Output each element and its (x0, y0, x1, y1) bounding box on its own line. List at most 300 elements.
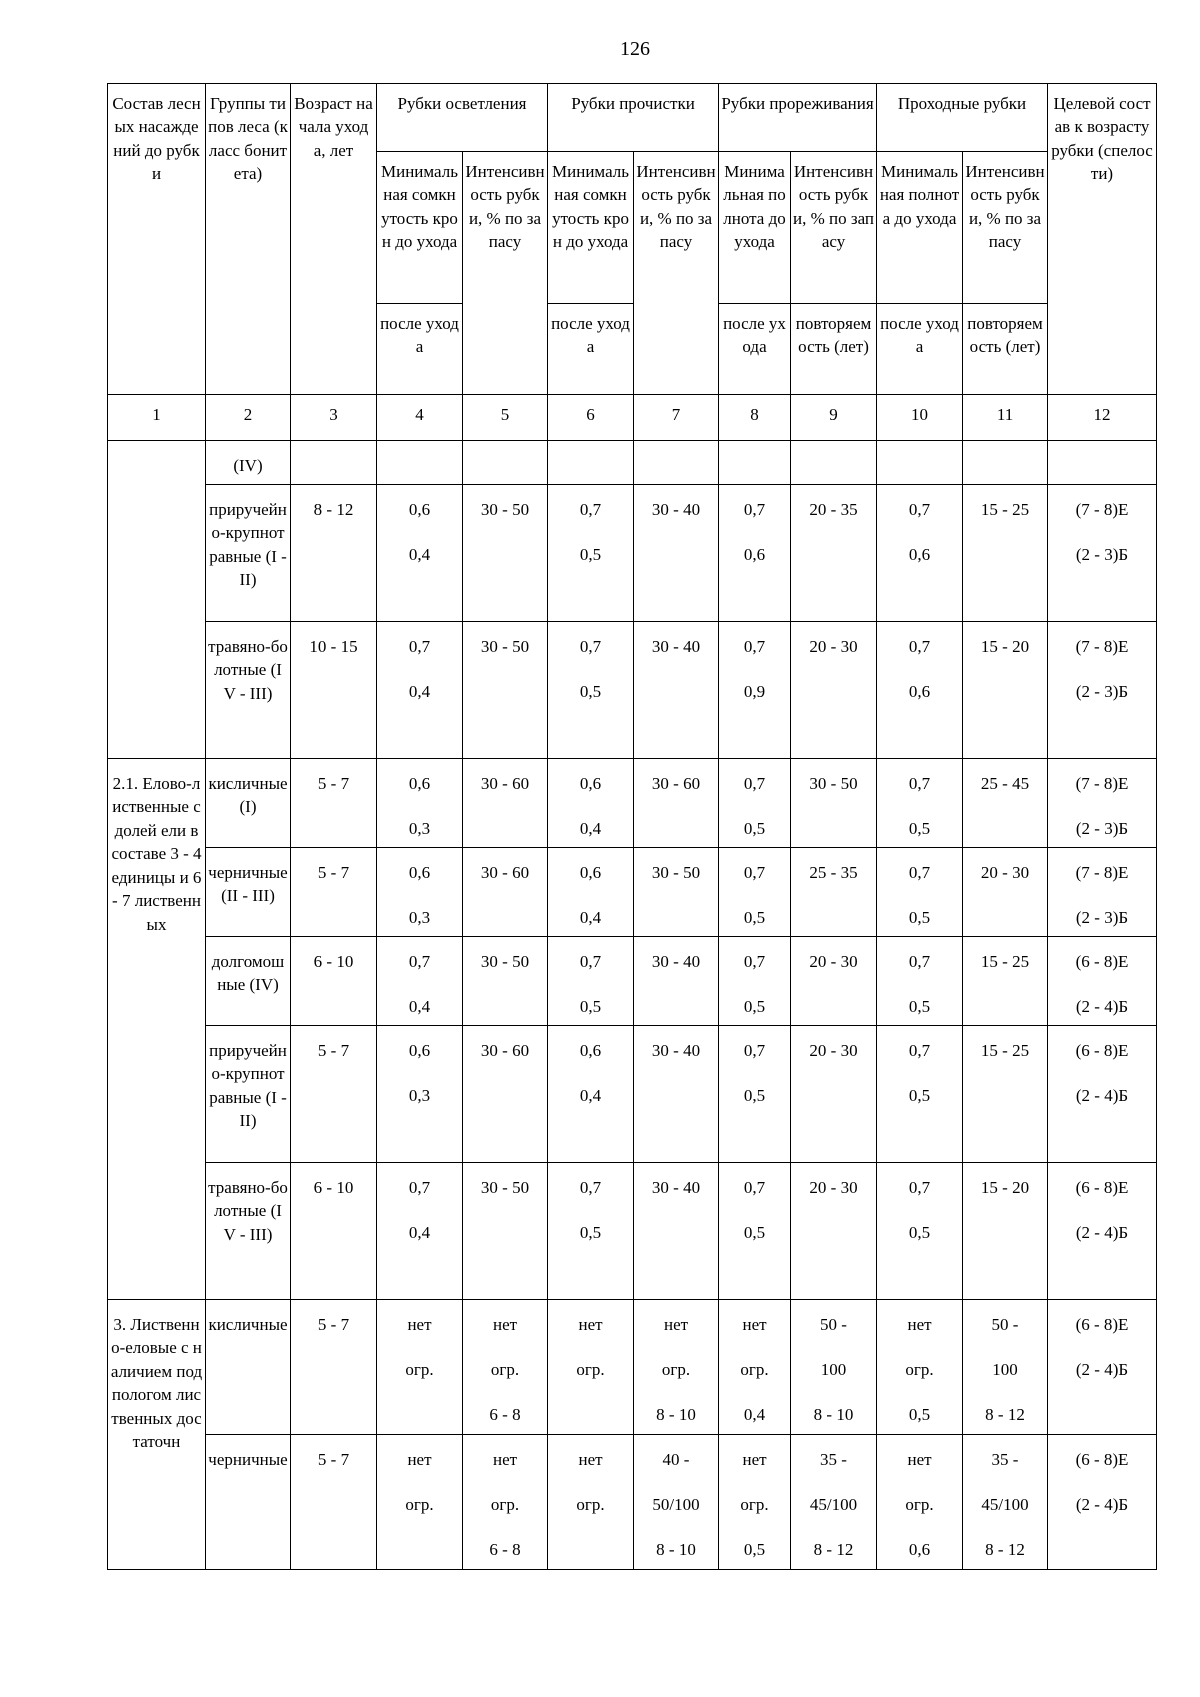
cell-value-line: нет (492, 1450, 518, 1469)
header-composition: Состав лесных насаждений до рубки (108, 84, 206, 395)
start-age-cell: 8 - 12 (291, 485, 377, 622)
column-number-row (108, 395, 1157, 441)
thinning-norms-table (107, 83, 1157, 1570)
cell-value-line: огр. (740, 1360, 769, 1379)
value-cell-c9 (791, 485, 877, 622)
stand-composition-cell (108, 441, 206, 759)
cell-value-line: 0,6 (408, 500, 431, 519)
cell-value-line: 0,6 (908, 545, 931, 564)
cell-value-line: огр. (405, 1495, 434, 1514)
header-group-prochistka: Рубки прочистки (548, 84, 719, 152)
value-cell-c4 (377, 622, 463, 759)
cell-value-line: 0,6 (408, 1041, 431, 1060)
column-number: 12 (1048, 395, 1157, 441)
cell-value-line: (6 - 8)Е (1075, 1041, 1129, 1060)
header-group-osvetlenie: Рубки осветления (377, 84, 548, 152)
cell-value-line: нет (907, 1315, 932, 1334)
value-cell-c4 (377, 848, 463, 937)
cell-value-line: (2 - 4)Б (1075, 1223, 1129, 1242)
value-cell-c8 (719, 1300, 791, 1435)
cell-value-line: 30 - 60 (480, 774, 530, 793)
cell-value-line: 0,7 (579, 500, 602, 519)
cell-value-line: 35 - (820, 1450, 847, 1469)
column-number: 9 (791, 395, 877, 441)
cell-value-line: 0,6 (579, 774, 602, 793)
value-cell-c7 (634, 441, 719, 485)
value-cell-c4 (377, 485, 463, 622)
value-cell-c10 (877, 759, 963, 848)
forest-type-cell: приручейно-крупнотравные (I - II) (206, 1026, 291, 1163)
value-cell-c9 (791, 441, 877, 485)
cell-value-line: 0,5 (579, 997, 602, 1016)
cell-value-line: 0,6 (743, 545, 766, 564)
cell-value-line: 15 - 20 (980, 637, 1030, 656)
cell-value-line: 0,4 (408, 997, 431, 1016)
start-age-cell: 5 - 7 (291, 848, 377, 937)
value-cell-c6 (548, 1435, 634, 1570)
cell-value-line: 30 - 50 (809, 774, 858, 793)
cell-value-line: 0,7 (408, 1178, 431, 1197)
value-cell-c5 (463, 485, 548, 622)
cell-value-line: 0,5 (908, 997, 931, 1016)
cell-value-line: 0,4 (743, 1405, 766, 1424)
cell-value-line: 0,6 (579, 863, 602, 882)
value-cell-c6 (548, 848, 634, 937)
value-cell-c12 (1048, 1435, 1157, 1570)
cell-value-line: огр. (905, 1360, 934, 1379)
start-age-cell: 6 - 10 (291, 937, 377, 1026)
cell-value-line: 8 - 12 (985, 1405, 1025, 1424)
header-intensity: Интенсивность рубки, % по запасу (963, 152, 1048, 304)
header-intensity: Интенсивность рубки, % по запасу (634, 152, 719, 395)
cell-value-line: нет (578, 1450, 603, 1469)
header-forest-type-group: Группы типов леса (класс бонитета) (206, 84, 291, 395)
value-cell-c8 (719, 848, 791, 937)
cell-value-line: 0,7 (908, 774, 931, 793)
cell-value-line: 0,5 (908, 1086, 931, 1105)
cell-value-line: огр. (576, 1495, 605, 1514)
cell-value-line: (7 - 8)Е (1075, 774, 1129, 793)
value-cell-c4 (377, 1026, 463, 1163)
header-group-prorezhivanie: Рубки прореживания (719, 84, 877, 152)
value-cell-c5 (463, 759, 548, 848)
value-cell-c12 (1048, 759, 1157, 848)
value-cell-c7 (634, 622, 719, 759)
cell-value-line: 0,5 (743, 1223, 766, 1242)
cell-value-line: 0,5 (908, 819, 931, 838)
cell-value-line: 0,7 (908, 952, 931, 971)
cell-value-line: 50 - (820, 1315, 847, 1334)
value-cell-c10 (877, 1435, 963, 1570)
cell-value-line: 100 (820, 1360, 847, 1379)
cell-value-line: 0,7 (908, 863, 931, 882)
header-repeat-interval: повторяемость (лет) (791, 304, 877, 395)
cell-value-line: 0,6 (908, 1540, 931, 1559)
table-row (108, 937, 1157, 1026)
value-cell-c7 (634, 485, 719, 622)
value-cell-c4 (377, 759, 463, 848)
value-cell-c8 (719, 441, 791, 485)
page-number: 126 (620, 38, 650, 60)
column-number: 7 (634, 395, 719, 441)
value-cell-c9 (791, 1435, 877, 1570)
forest-type-cell: (IV) (206, 441, 291, 485)
value-cell-c5 (463, 1163, 548, 1300)
cell-value-line: огр. (576, 1360, 605, 1379)
cell-value-line: 0,4 (579, 819, 602, 838)
cell-value-line: 30 - 40 (651, 952, 701, 971)
value-cell-c10 (877, 1300, 963, 1435)
table-row (108, 1300, 1157, 1435)
value-cell-c11 (963, 759, 1048, 848)
table-body (108, 441, 1157, 1570)
cell-value-line: нет (578, 1315, 603, 1334)
start-age-cell: 5 - 7 (291, 1026, 377, 1163)
cell-value-line: 0,5 (579, 1223, 602, 1242)
header-intensity: Интенсивность рубки, % по запасу (791, 152, 877, 304)
value-cell-c7 (634, 1163, 719, 1300)
cell-value-line: 6 - 8 (489, 1540, 521, 1559)
start-age-cell (291, 441, 377, 485)
value-cell-c10 (877, 937, 963, 1026)
header-group-prohodnye: Проходные рубки (877, 84, 1048, 152)
value-cell-c4 (377, 937, 463, 1026)
table-row (108, 1163, 1157, 1300)
cell-value-line: 0,5 (743, 1540, 766, 1559)
value-cell-c8 (719, 1435, 791, 1570)
cell-value-line: 30 - 40 (651, 1178, 701, 1197)
cell-value-line: 0,3 (408, 819, 431, 838)
cell-value-line: 45/100 (981, 1495, 1029, 1514)
column-number: 8 (719, 395, 791, 441)
column-number: 10 (877, 395, 963, 441)
header-min-canopy-closure: Минимальная сомкнутость крон до ухода (377, 152, 463, 304)
value-cell-c7 (634, 759, 719, 848)
value-cell-c5 (463, 1026, 548, 1163)
cell-value-line: 0,5 (908, 1405, 931, 1424)
cell-value-line: (6 - 8)Е (1075, 1315, 1129, 1334)
start-age-cell: 5 - 7 (291, 1300, 377, 1435)
header-min-density: Минимальная полнота до ухода (877, 152, 963, 304)
header-intensity: Интенсивность рубки, % по запасу (463, 152, 548, 395)
cell-value-line: 0,7 (743, 1178, 766, 1197)
start-age-cell: 10 - 15 (291, 622, 377, 759)
cell-value-line: (2 - 3)Б (1075, 908, 1129, 927)
start-age-cell: 5 - 7 (291, 1435, 377, 1570)
column-number: 4 (377, 395, 463, 441)
cell-value-line: 15 - 25 (980, 952, 1030, 971)
cell-value-line: 0,6 (408, 863, 431, 882)
value-cell-c11 (963, 1435, 1048, 1570)
header-after-care: после ухода (377, 304, 463, 395)
value-cell-c12 (1048, 441, 1157, 485)
value-cell-c7 (634, 1026, 719, 1163)
cell-value-line: 0,5 (743, 908, 766, 927)
value-cell-c7 (634, 1435, 719, 1570)
value-cell-c10 (877, 1163, 963, 1300)
cell-value-line: 15 - 25 (980, 1041, 1030, 1060)
cell-value-line: (7 - 8)Е (1075, 637, 1129, 656)
header-min-density: Минимальная полнота до ухода (719, 152, 791, 304)
cell-value-line: (2 - 4)Б (1075, 1360, 1129, 1379)
cell-value-line: 0,4 (579, 1086, 602, 1105)
cell-value-line: 0,4 (408, 545, 431, 564)
value-cell-c4 (377, 1435, 463, 1570)
table-row (108, 622, 1157, 759)
start-age-cell: 6 - 10 (291, 1163, 377, 1300)
cell-value-line: 8 - 10 (656, 1540, 696, 1559)
cell-value-line: 0,7 (579, 637, 602, 656)
cell-value-line: 50 - (991, 1315, 1019, 1334)
forest-type-cell: долгомошные (IV) (206, 937, 291, 1026)
value-cell-c5 (463, 1300, 548, 1435)
cell-value-line: 0,4 (579, 908, 602, 927)
cell-value-line: 20 - 30 (809, 952, 858, 971)
header-after-care: после ухода (877, 304, 963, 395)
cell-value-line: 0,5 (908, 908, 931, 927)
cell-value-line: (2 - 4)Б (1075, 997, 1129, 1016)
cell-value-line: 20 - 35 (809, 500, 858, 519)
cell-value-line: 8 - 12 (985, 1540, 1025, 1559)
cell-value-line: (2 - 4)Б (1075, 1086, 1129, 1105)
cell-value-line: 0,7 (743, 500, 766, 519)
cell-value-line: 0,6 (579, 1041, 602, 1060)
cell-value-line: 0,3 (408, 1086, 431, 1105)
cell-value-line: огр. (490, 1360, 520, 1379)
cell-value-line: нет (407, 1450, 432, 1469)
cell-value-line: 35 - (991, 1450, 1019, 1469)
cell-value-line: 30 - 60 (651, 774, 701, 793)
cell-value-line: 30 - 60 (480, 863, 530, 882)
cell-value-line: (2 - 4)Б (1075, 1495, 1129, 1514)
table-row (108, 441, 1157, 485)
table-row (108, 1435, 1157, 1570)
table-row (108, 848, 1157, 937)
value-cell-c6 (548, 622, 634, 759)
cell-value-line: 20 - 30 (809, 1178, 858, 1197)
forest-type-cell: травяно-болотные (IV - III) (206, 622, 291, 759)
cell-value-line: 15 - 20 (980, 1178, 1030, 1197)
forest-type-cell: травяно-болотные (IV - III) (206, 1163, 291, 1300)
table-row (108, 485, 1157, 622)
value-cell-c11 (963, 485, 1048, 622)
value-cell-c11 (963, 622, 1048, 759)
header-target-composition: Целевой состав к возрасту рубки (спелости) (1048, 84, 1157, 395)
cell-value-line: 0,5 (743, 1086, 766, 1105)
value-cell-c12 (1048, 1026, 1157, 1163)
cell-value-line: огр. (405, 1360, 434, 1379)
cell-value-line: нет (663, 1315, 689, 1334)
cell-value-line: 100 (992, 1360, 1018, 1379)
value-cell-c4 (377, 1300, 463, 1435)
cell-value-line: 20 - 30 (809, 637, 858, 656)
value-cell-c7 (634, 937, 719, 1026)
table-row (108, 759, 1157, 848)
value-cell-c9 (791, 1300, 877, 1435)
cell-value-line: 0,7 (908, 1041, 931, 1060)
column-number: 1 (108, 395, 206, 441)
value-cell-c6 (548, 1163, 634, 1300)
cell-value-line: 0,7 (408, 637, 431, 656)
cell-value-line: 30 - 50 (480, 500, 530, 519)
column-number: 2 (206, 395, 291, 441)
forest-type-cell: приручейно-крупнотравные (I - II) (206, 485, 291, 622)
cell-value-line: 30 - 50 (480, 637, 530, 656)
value-cell-c10 (877, 622, 963, 759)
cell-value-line: 0,3 (408, 908, 431, 927)
start-age-cell: 5 - 7 (291, 759, 377, 848)
forest-type-cell: кисличные (206, 1300, 291, 1435)
header-repeat-interval: повторяемость (лет) (963, 304, 1048, 395)
value-cell-c5 (463, 848, 548, 937)
cell-value-line: 25 - 45 (980, 774, 1030, 793)
cell-value-line: 8 - 10 (813, 1405, 854, 1424)
value-cell-c4 (377, 441, 463, 485)
value-cell-c10 (877, 848, 963, 937)
value-cell-c6 (548, 1300, 634, 1435)
cell-value-line: (6 - 8)Е (1075, 1450, 1129, 1469)
cell-value-line: 0,5 (579, 682, 602, 701)
value-cell-c10 (877, 441, 963, 485)
value-cell-c8 (719, 622, 791, 759)
value-cell-c7 (634, 1300, 719, 1435)
cell-value-line: 0,6 (408, 774, 431, 793)
cell-value-line: 0,7 (743, 637, 766, 656)
column-number: 5 (463, 395, 548, 441)
cell-value-line: 6 - 8 (489, 1405, 521, 1424)
cell-value-line: 0,7 (908, 637, 931, 656)
value-cell-c6 (548, 759, 634, 848)
column-number: 3 (291, 395, 377, 441)
value-cell-c12 (1048, 848, 1157, 937)
cell-value-line: огр. (740, 1495, 769, 1514)
value-cell-c9 (791, 622, 877, 759)
cell-value-line: 0,7 (743, 774, 766, 793)
value-cell-c11 (963, 1300, 1048, 1435)
cell-value-line: 0,4 (408, 682, 431, 701)
value-cell-c9 (791, 759, 877, 848)
cell-value-line: (7 - 8)Е (1075, 863, 1129, 882)
cell-value-line: 0,5 (579, 545, 602, 564)
cell-value-line: 0,9 (743, 682, 766, 701)
cell-value-line: (6 - 8)Е (1075, 952, 1129, 971)
value-cell-c12 (1048, 937, 1157, 1026)
header-after-care: после ухода (548, 304, 634, 395)
value-cell-c9 (791, 1026, 877, 1163)
cell-value-line: 0,7 (579, 952, 602, 971)
value-cell-c9 (791, 848, 877, 937)
cell-value-line: 0,5 (743, 997, 766, 1016)
value-cell-c6 (548, 485, 634, 622)
cell-value-line: 0,7 (408, 952, 431, 971)
value-cell-c11 (963, 1163, 1048, 1300)
cell-value-line: 20 - 30 (980, 863, 1030, 882)
cell-value-line: 30 - 40 (651, 637, 701, 656)
value-cell-c5 (463, 937, 548, 1026)
header-start-age: Возраст начала ухода, лет (291, 84, 377, 395)
stand-composition-cell: 2.1. Елово-лиственные с долей ели в составе 3 - 4 единицы и 6 - 7 лиственных (108, 759, 206, 1300)
column-number: 6 (548, 395, 634, 441)
cell-value-line: (6 - 8)Е (1075, 1178, 1129, 1197)
cell-value-line: 50/100 (652, 1495, 700, 1514)
cell-value-line: нет (742, 1450, 767, 1469)
value-cell-c7 (634, 848, 719, 937)
cell-value-line: 25 - 35 (809, 863, 858, 882)
cell-value-line: 8 - 12 (813, 1540, 854, 1559)
value-cell-c5 (463, 1435, 548, 1570)
value-cell-c6 (548, 441, 634, 485)
cell-value-line: 0,7 (743, 952, 766, 971)
cell-value-line: 0,6 (908, 682, 931, 701)
cell-value-line: 0,5 (743, 819, 766, 838)
value-cell-c11 (963, 937, 1048, 1026)
forest-type-cell: черничные (206, 1435, 291, 1570)
value-cell-c11 (963, 1026, 1048, 1163)
cell-value-line: (2 - 3)Б (1075, 545, 1129, 564)
value-cell-c8 (719, 1026, 791, 1163)
value-cell-c12 (1048, 622, 1157, 759)
cell-value-line: 0,5 (908, 1223, 931, 1242)
header-after-care: после ухода (719, 304, 791, 395)
cell-value-line: 0,4 (408, 1223, 431, 1242)
cell-value-line: 8 - 10 (656, 1405, 696, 1424)
value-cell-c5 (463, 441, 548, 485)
cell-value-line: 0,7 (579, 1178, 602, 1197)
cell-value-line: нет (907, 1450, 932, 1469)
cell-value-line: огр. (490, 1495, 520, 1514)
value-cell-c12 (1048, 1163, 1157, 1300)
table-row (108, 1026, 1157, 1163)
cell-value-line: 30 - 50 (651, 863, 701, 882)
value-cell-c10 (877, 485, 963, 622)
value-cell-c8 (719, 759, 791, 848)
value-cell-c12 (1048, 1300, 1157, 1435)
cell-value-line: (2 - 3)Б (1075, 682, 1129, 701)
value-cell-c8 (719, 1163, 791, 1300)
column-number: 11 (963, 395, 1048, 441)
stand-composition-cell: 3. Лиственно-еловые с наличием под пологом лиственных достаточн (108, 1300, 206, 1570)
value-cell-c12 (1048, 485, 1157, 622)
value-cell-c6 (548, 937, 634, 1026)
value-cell-c11 (963, 441, 1048, 485)
cell-value-line: 20 - 30 (809, 1041, 858, 1060)
value-cell-c8 (719, 937, 791, 1026)
cell-value-line: 0,7 (743, 1041, 766, 1060)
cell-value-line: 40 - (662, 1450, 690, 1469)
cell-value-line: 15 - 25 (980, 500, 1030, 519)
cell-value-line: огр. (905, 1495, 934, 1514)
cell-value-line: 30 - 40 (651, 500, 701, 519)
forest-type-cell: черничные (II - III) (206, 848, 291, 937)
cell-value-line: 30 - 50 (480, 1178, 530, 1197)
cell-value-line: 30 - 60 (480, 1041, 530, 1060)
cell-value-line: 30 - 40 (651, 1041, 701, 1060)
forest-type-cell: кисличные (I) (206, 759, 291, 848)
cell-value-line: 0,7 (908, 1178, 931, 1197)
value-cell-c4 (377, 1163, 463, 1300)
cell-value-line: нет (492, 1315, 518, 1334)
cell-value-line: (2 - 3)Б (1075, 819, 1129, 838)
cell-value-line: (7 - 8)Е (1075, 500, 1129, 519)
value-cell-c6 (548, 1026, 634, 1163)
header-min-canopy-closure: Минимальная сомкнутость крон до ухода (548, 152, 634, 304)
cell-value-line: 30 - 50 (480, 952, 530, 971)
cell-value-line: огр. (661, 1360, 691, 1379)
cell-value-line: 0,7 (908, 500, 931, 519)
cell-value-line: нет (407, 1315, 432, 1334)
cell-value-line: нет (742, 1315, 767, 1334)
value-cell-c5 (463, 622, 548, 759)
